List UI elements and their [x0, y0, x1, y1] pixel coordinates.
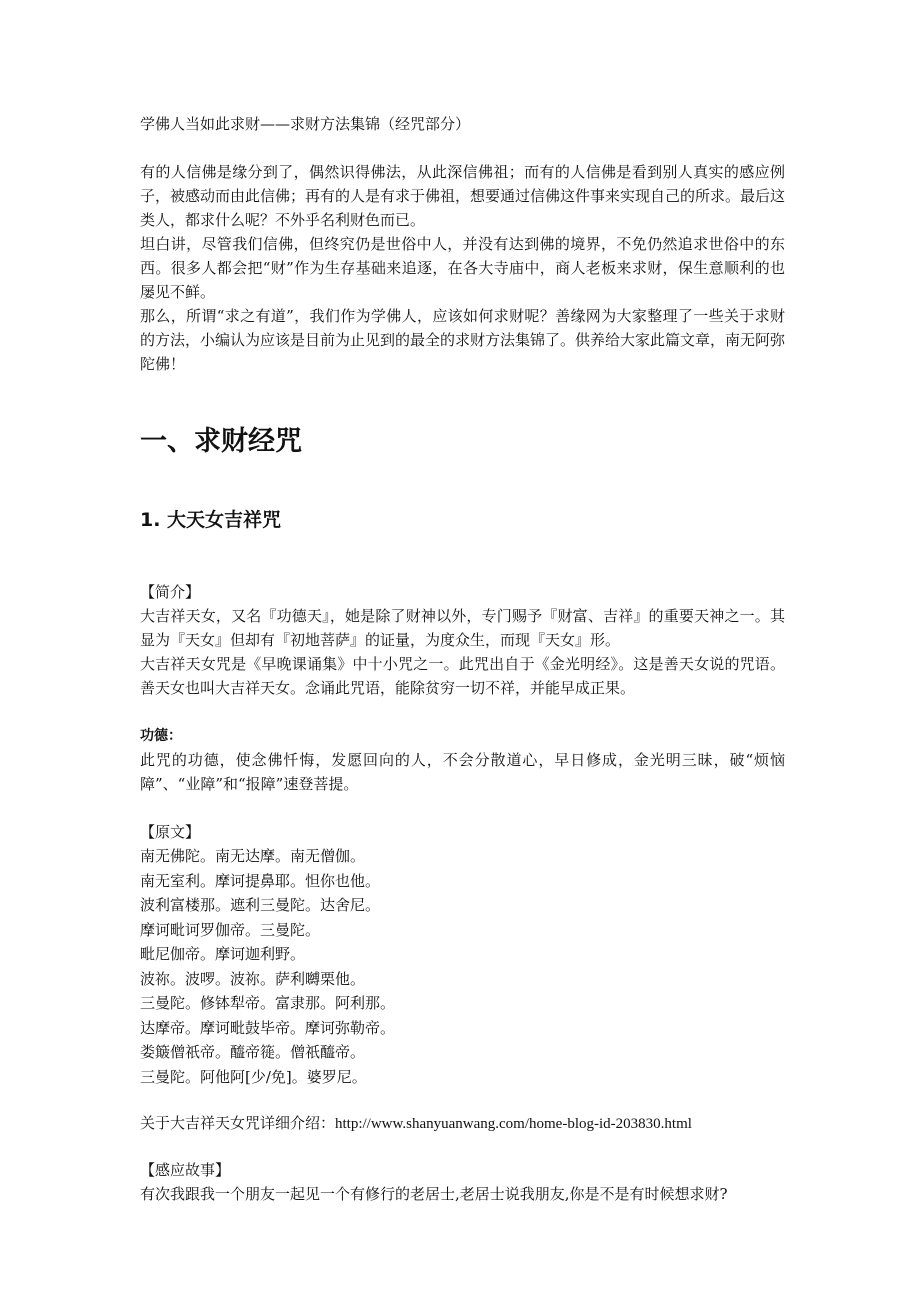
intro-text-2: 大吉祥天女咒是《早晚课诵集》中十小咒之一。此咒出自于《金光明经》。这是善天女说的咒语。善天女也叫大吉祥天女。念诵此咒语，能除贫穷一切不祥，并能早成正果。 — [140, 655, 785, 697]
mantra-line: 娄簸僧祇帝。醯帝簁。僧祇醯帝。 — [140, 1043, 366, 1061]
intro-text-1: 大吉祥天女，又名『功德天』，她是除了财神以外，专门赐予『财富、吉祥』的重要天神之一。其显为『天女』但却有『初地菩萨』的证量，为度众生，而现『天女』形。 — [140, 607, 785, 649]
section-heading: 一、求财经咒 — [140, 426, 302, 457]
intro-label: 【简介】 — [140, 583, 201, 601]
mantra-line: 波利富楼那。遮利三曼陀。达舍尼。 — [140, 896, 381, 914]
mantra-line: 达摩帝。摩诃毗鼓毕帝。摩诃弥勒帝。 — [140, 1018, 396, 1037]
merit-label: 功德： — [140, 728, 182, 744]
mantra-line: 三曼陀。阿他阿[少/免]。婆罗尼。 — [140, 1067, 367, 1086]
mantra-text — [140, 844, 785, 1089]
mantra-line: 南无室利。摩诃提鼻耶。怛你也他。 — [140, 871, 381, 890]
detail-link-line — [140, 1111, 785, 1136]
detail-link-url[interactable]: http://www.shanyuanwang.com/home-blog-id-203830.html — [335, 1116, 692, 1132]
story-text: 有次我跟我一个朋友一起见一个有修行的老居士,老居士说我朋友,你是不是有时候想求财? — [140, 1185, 728, 1203]
mantra-line: 波祢。波啰。波祢。萨利嚩栗他。 — [140, 969, 366, 988]
document-title: 学佛人当如此求财——求财方法集锦（经咒部分） — [140, 115, 471, 133]
detail-link-prefix: 关于大吉祥天女咒详细介绍： — [140, 1114, 336, 1132]
original-text-label: 【原文】 — [140, 823, 201, 841]
mantra-line: 三曼陀。修钵犁帝。富隶那。阿利那。 — [140, 994, 396, 1012]
mantra-line: 毗尼伽帝。摩诃迦利野。 — [140, 945, 306, 963]
mantra-line: 摩诃毗诃罗伽帝。三曼陀。 — [140, 920, 321, 939]
intro-paragraph-2: 坦白讲，尽管我们信佛，但终究仍是世俗中人，并没有达到佛的境界，不免仍然追求世俗中的东西。很多人都会把“财”作为生存基础来追逐，在各大寺庙中，商人老板来求财，保生意顺利的也屡见不鲜。 — [140, 235, 785, 301]
subsection-heading: 1. 大天女吉祥咒 — [140, 509, 282, 531]
document-body — [140, 112, 785, 1206]
merit-text: 此咒的功德，使念佛忏悔，发愿回向的人，不会分散道心，早日修成，金光明三昧，破“烦恼障”、“业障”和“报障”速登菩提。 — [140, 751, 785, 793]
intro-paragraph-1: 有的人信佛是缘分到了，偶然识得佛法，从此深信佛祖；而有的人信佛是看到别人真实的感应例子，被感动而由此信佛；再有的人是有求于佛祖，想要通过信佛这件事来实现自己的所求。最后这类人，都求什么呢？不外乎名利财色而已。 — [140, 163, 786, 229]
mantra-line: 南无佛陀。南无达摩。南无僧伽。 — [140, 847, 366, 865]
story-label: 【感应故事】 — [140, 1161, 231, 1179]
intro-paragraph-3: 那么，所谓“求之有道”，我们作为学佛人，应该如何求财呢？善缘网为大家整理了一些关于求财的方法，小编认为应该是目前为止见到的最全的求财方法集锦了。供养给大家此篇文章，南无阿弥陀佛！ — [140, 307, 786, 373]
